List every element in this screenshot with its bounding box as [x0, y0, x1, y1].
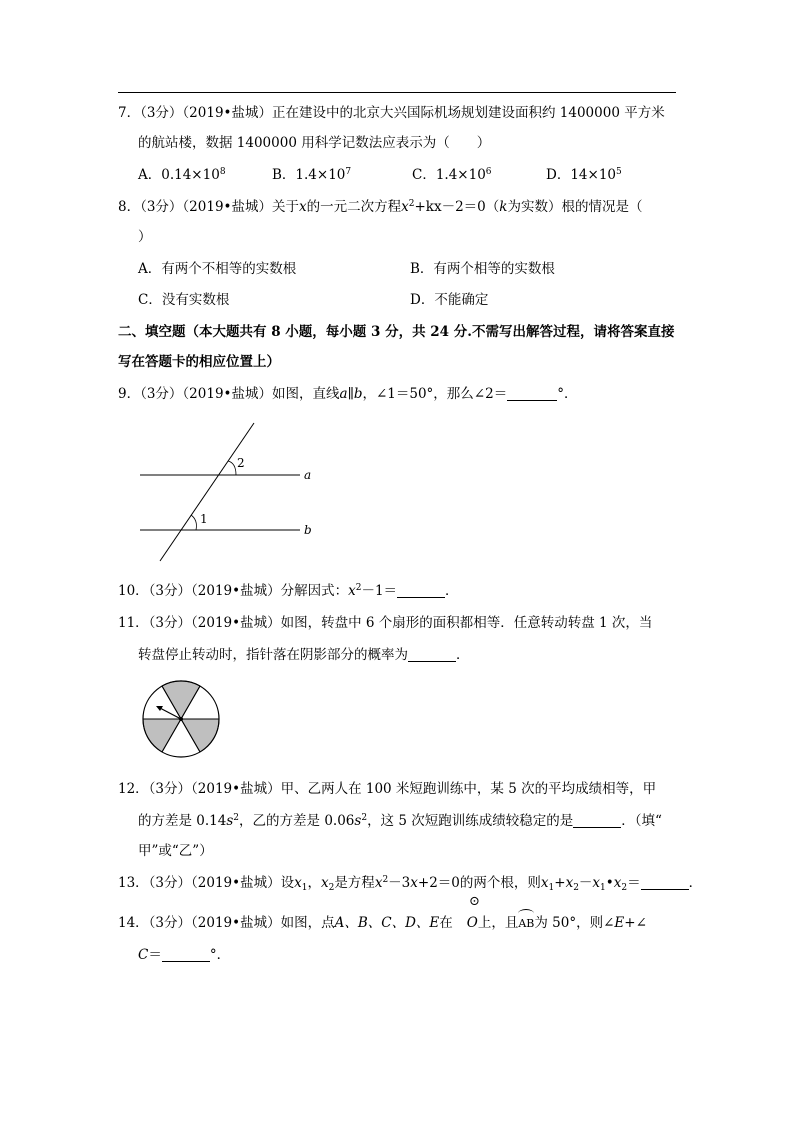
q8-line1: 8．（3分）（2019•盐城）关于x的一元二次方程$x^2+kx-2=0(k$为实数）根的情况是（ [118, 199, 643, 215]
line-b-label: b [304, 523, 312, 537]
spinner-center [179, 717, 183, 721]
q12-line2: 的方差是 $0.14s^2$，乙的方差是 $0.06s^2$，这 5 次短跑训练成绩较稳定的是 ．（填“ [138, 813, 662, 829]
q8-line2: ） [138, 229, 152, 245]
q11-answer-blank[interactable] [408, 647, 456, 662]
q7-line1: 7．（3分）（2019•盐城）正在建设中的北京大兴国际机场规划建设面积约 1400000 平方米 [118, 105, 665, 121]
section2-heading-line1: 二、填空题（本大题共有 8 小题，每小题 3 分，共 24 分.不需写出解答过程，请将答案直接 [118, 324, 675, 340]
line-a-label: a [304, 468, 312, 482]
header-rule [118, 92, 676, 93]
transversal [160, 423, 254, 561]
q9-text: 9．（3分）（2019•盐城）如图，直线a∥b，∠1＝50°，那么∠2＝ °． [118, 386, 578, 402]
q8-option-a[interactable]: A．有两个不相等的实数根 [138, 261, 297, 277]
q14-line1: 14．（3分）（2019•盐城）如图，点A、B、C、D、E在 O上，且 AB为 50°，则∠E+∠ [118, 914, 647, 933]
angle2-label: 2 [237, 456, 245, 470]
circle-symbol: ⊙ [469, 894, 480, 909]
q11-line1: 11．（3分）（2019•盐城）如图，转盘中 6 个扇形的面积都相等．任意转动转盘 1 次，当 [118, 615, 653, 631]
angle1-arc [191, 515, 196, 530]
q12-line3: 甲”或“乙”） [138, 843, 213, 859]
arc-ab: AB [518, 915, 534, 933]
q13-text: 13．（3分）（2019•盐城）设$x_1$，$x_2$是方程$x^2-3x+2=0$的两个根，则$x_1+x_2-x_1•x_2=$ ． [118, 875, 703, 893]
q10-answer-blank[interactable] [397, 583, 445, 598]
shaded-sector-top [162, 681, 200, 719]
shaded-sector-bottom-left [143, 719, 181, 752]
q8-option-c[interactable]: C．没有实数根 [138, 292, 230, 308]
q10-text: 10．（3分）（2019•盐城）分解因式：$x^2-1=$ ． [118, 583, 459, 599]
q7-option-b[interactable]: B．$1.4\times 10^7$ [272, 167, 352, 183]
q9-parallel-lines-figure [130, 415, 330, 565]
q14-answer-blank[interactable] [162, 947, 210, 962]
q11-spinner-figure [136, 674, 226, 764]
q9-answer-blank[interactable] [507, 386, 557, 401]
q11-line2: 转盘停止转动时，指针落在阴影部分的概率为 ． [138, 647, 470, 663]
angle1-label: 1 [200, 512, 208, 526]
q7-option-c[interactable]: C．$1.4\times 10^6$ [412, 167, 492, 183]
q13-answer-blank[interactable] [641, 875, 689, 890]
q8-option-d[interactable]: D．不能确定 [410, 292, 489, 308]
q8-option-b[interactable]: B．有两个相等的实数根 [410, 261, 555, 277]
shaded-sector-bottom-right [181, 719, 219, 752]
q7-option-a[interactable]: A．$0.14\times 10^8$ [138, 167, 226, 183]
angle2-arc [228, 461, 236, 475]
q12-answer-blank[interactable] [573, 813, 621, 828]
q14-line2: C＝ °． [138, 947, 231, 963]
q7-line2: 的航站楼，数据 1400000 用科学记数法应表示为（ ） [138, 135, 491, 151]
q12-line1: 12．（3分）（2019•盐城）甲、乙两人在 100 米短跑训练中，某 5 次的平均成绩相等，甲 [118, 781, 657, 797]
section2-heading-line2: 写在答题卡的相应位置上） [118, 354, 280, 370]
q7-option-d[interactable]: D．$14\times 10^5$ [546, 167, 622, 183]
